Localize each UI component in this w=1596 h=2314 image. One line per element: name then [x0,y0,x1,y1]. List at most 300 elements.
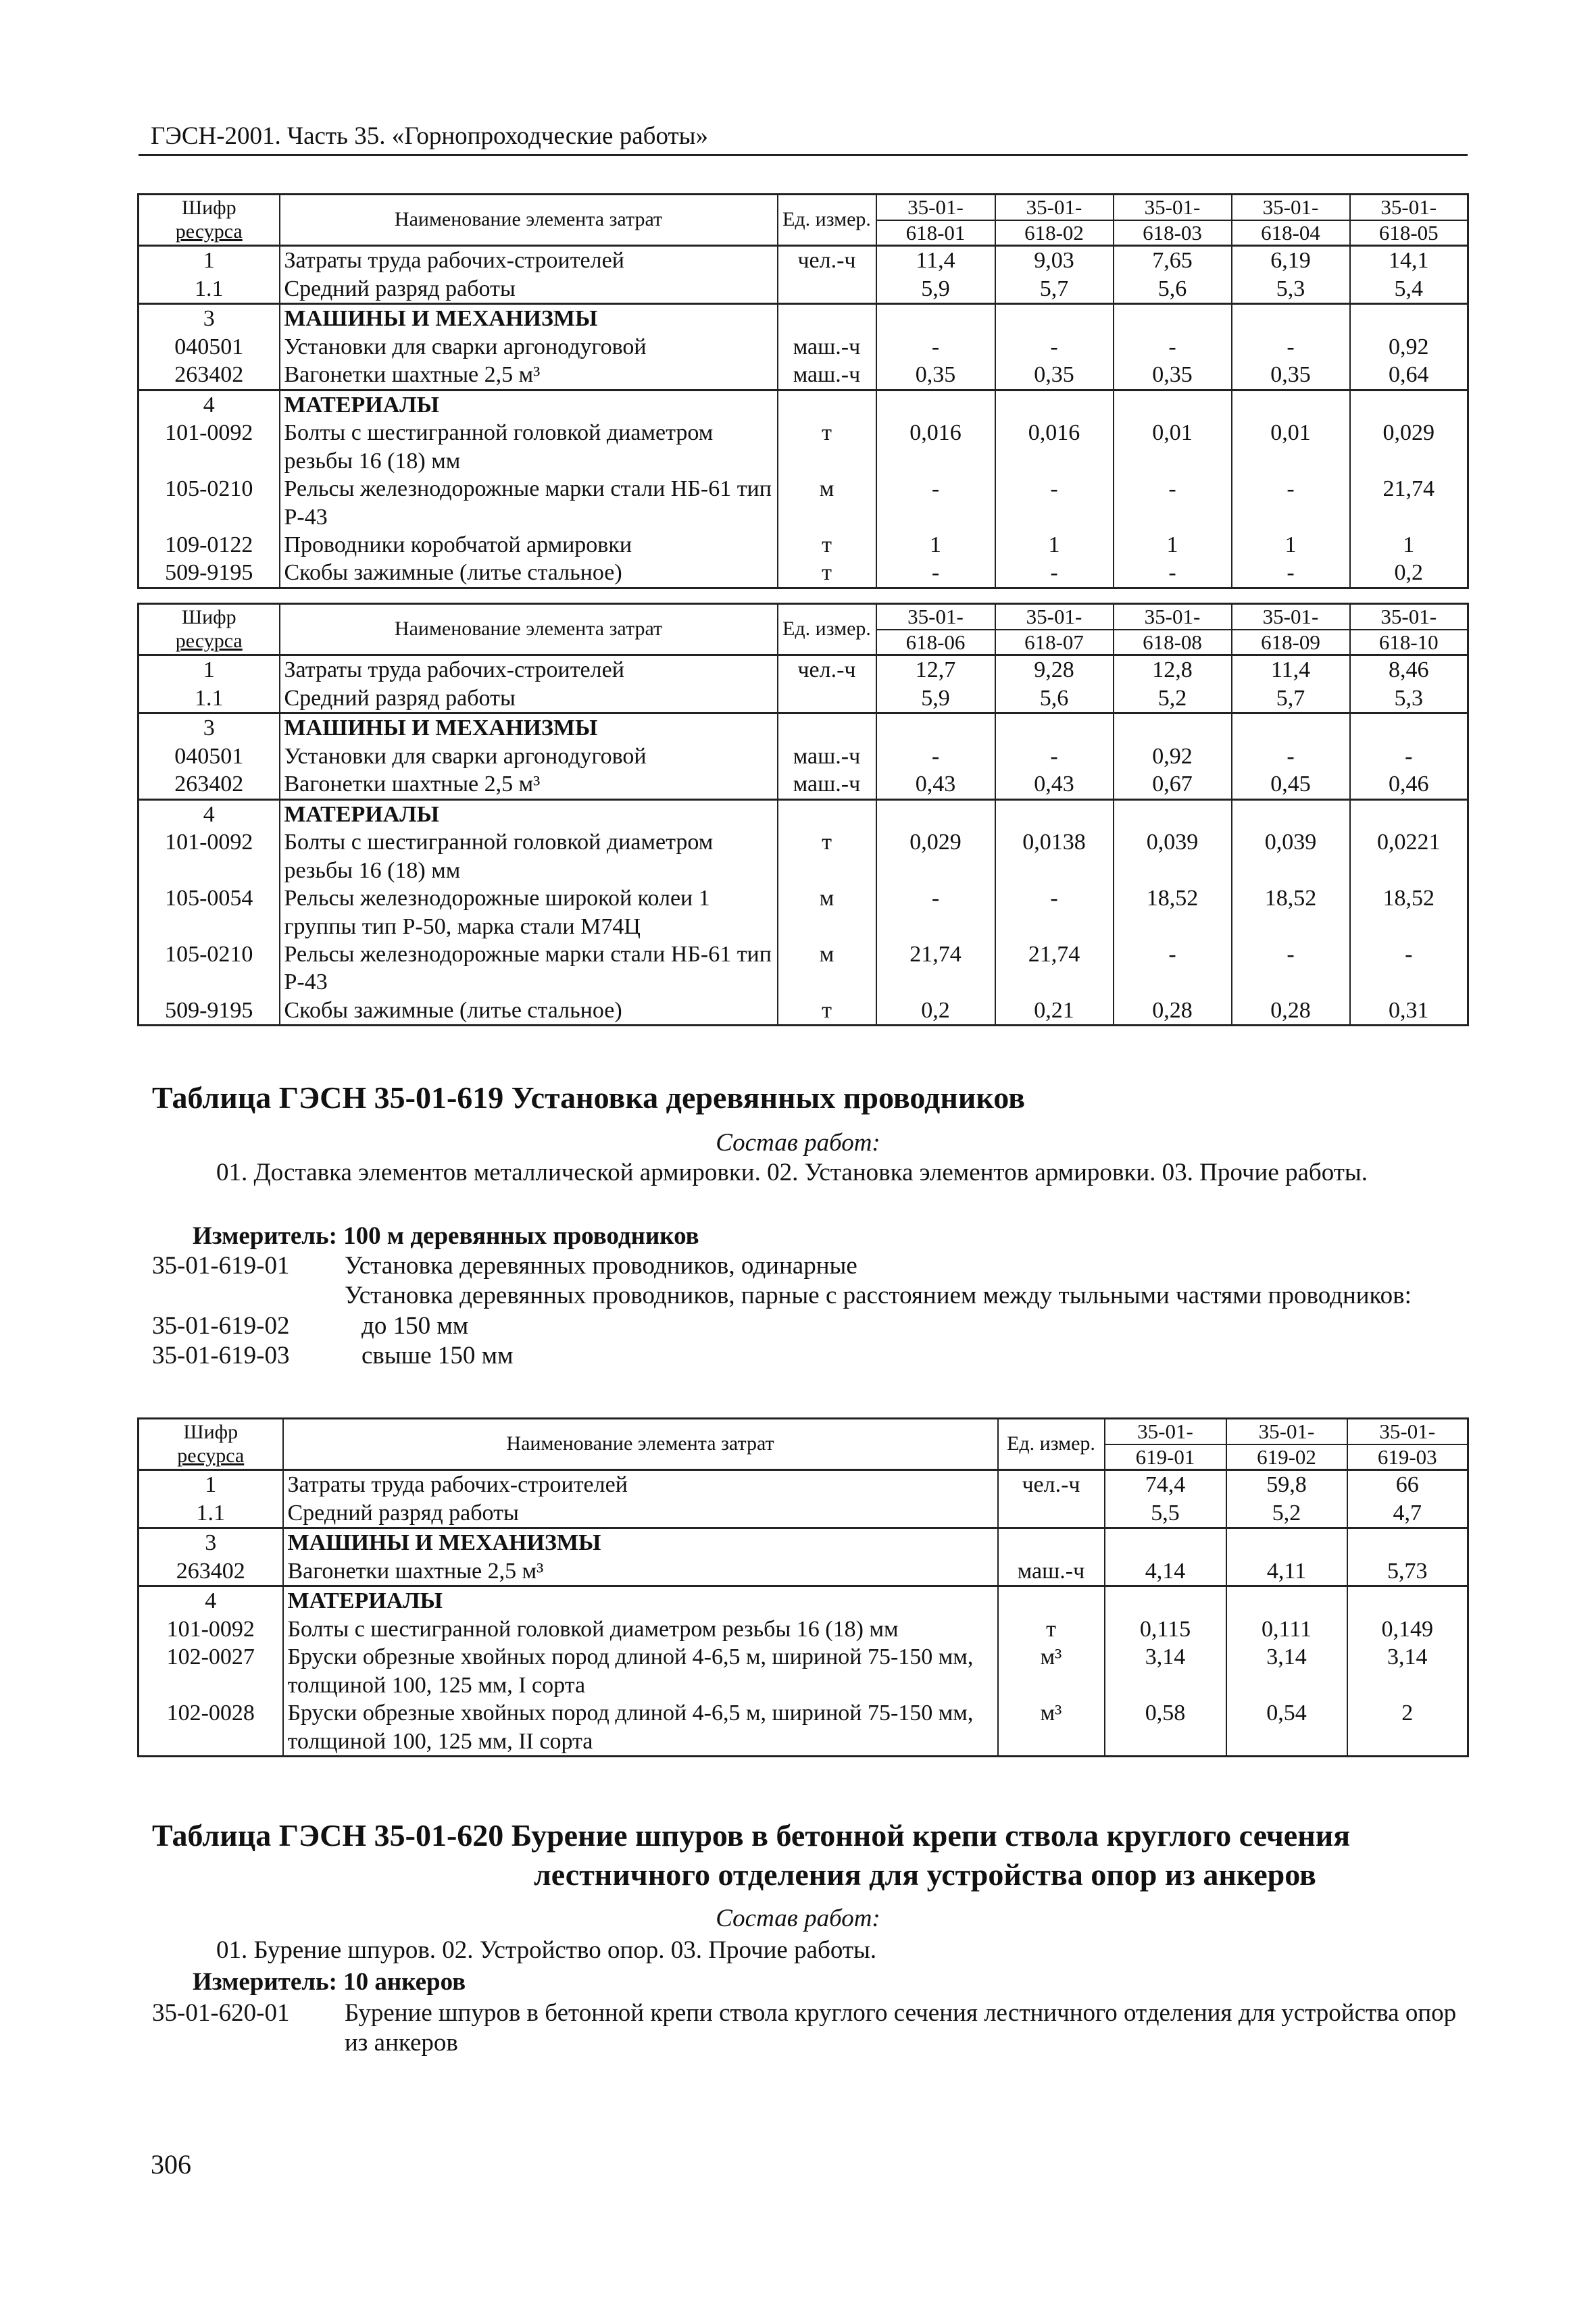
header-norm-code [1350,195,1468,246]
cell-name: Бруски обрезные хвойных пород длиной 4-6,5 м, шириной 75-150 мм, толщиной 100, 125 мм, II сорта [283,1699,998,1756]
cell-value: 0,039 [1232,828,1350,884]
header-norm-code-line2: 618-02 [1024,220,1084,245]
section-title: МАШИНЫ И МЕХАНИЗМЫ [283,1528,998,1557]
cell-value: - [995,559,1114,588]
header-norm-code-line2: 618-03 [1143,220,1202,245]
cell-value: 3,14 [1105,1643,1226,1699]
header-norm-code [1347,1419,1468,1470]
cell-name: Скобы зажимные (литье стальное) [280,997,778,1026]
section-row [139,1586,1468,1615]
section-row [139,1528,1468,1557]
cell-value: 0,149 [1347,1615,1468,1643]
cell-code: 1 [139,1470,283,1499]
cell-empty [876,713,995,743]
cell-value: 1 [876,531,995,559]
cell-unit: м³ [998,1699,1105,1756]
cell-empty [1350,713,1468,743]
cell-value: 5,6 [995,684,1114,713]
cell-empty [995,799,1114,828]
header-code-line2: ресурса [175,220,243,243]
table-row [139,559,1468,588]
cell-empty [1114,713,1232,743]
cell-value: 0,016 [876,419,995,475]
header-norm-code-line2: 618-04 [1261,220,1320,245]
norm-item-code: 35-01-619-02 [152,1311,290,1340]
cell-code: 101-0092 [139,1615,283,1643]
cell-code: 1.1 [139,275,280,304]
cell-unit: т [778,419,876,475]
table-row [139,275,1468,304]
section-619-composition-text: 01. Доставка элементов металлической армировки. 02. Установка элементов армировки. 03. Прочие работы. [216,1159,1368,1186]
header-norm-code-line2: 619-03 [1377,1444,1437,1469]
cell-value: 5,3 [1232,275,1350,304]
norm-item-code: 35-01-620-01 [152,1999,290,2027]
cell-value: 0,92 [1114,743,1232,770]
cell-value: 0,58 [1105,1699,1226,1756]
cell-value: 5,9 [876,684,995,713]
cell-value: 3,14 [1347,1643,1468,1699]
cell-empty [778,799,876,828]
section-row [139,390,1468,419]
running-head: ГЭСН-2001. Часть 35. «Горнопроходческие работы» [151,122,709,150]
cell-unit: маш.-ч [778,770,876,799]
section-619-title: Таблица ГЭСН 35-01-619 Установка деревянных проводников [152,1080,1025,1115]
header-norm-code-line1: 35-01- [1232,605,1349,630]
cell-unit [778,684,876,713]
cell-unit [998,1499,1105,1528]
section-620-meter: Измеритель: 10 анкеров [193,1968,466,1996]
cell-value: - [876,884,995,940]
cell-empty [998,1528,1105,1557]
table-row [139,1699,1468,1756]
header-code [139,604,280,655]
cell-code: 102-0028 [139,1699,283,1756]
cell-unit: маш.-ч [998,1557,1105,1586]
cell-empty [1347,1528,1468,1557]
table-row [139,940,1468,997]
header-unit: Ед. измер. [778,195,876,246]
cell-code: 3 [139,713,280,743]
table-row [139,770,1468,799]
page-number: 306 [151,2149,191,2180]
section-619-meter: Измеритель: 100 м деревянных проводников [193,1222,699,1250]
table-row [139,333,1468,361]
table-row [139,884,1468,940]
cell-empty [995,304,1114,333]
cell-name: Затраты труда рабочих-строителей [283,1470,998,1499]
cell-value: 0,43 [995,770,1114,799]
table-row [139,475,1468,531]
cell-value: 4,14 [1105,1557,1226,1586]
cell-value: 5,9 [876,275,995,304]
cell-empty [1232,799,1350,828]
cell-value: 5,5 [1105,1499,1226,1528]
section-title: МАШИНЫ И МЕХАНИЗМЫ [280,713,778,743]
section-title: МАТЕРИАЛЫ [280,390,778,419]
cell-value: - [1232,333,1350,361]
cell-unit: маш.-ч [778,361,876,390]
cell-value: 0,28 [1232,997,1350,1026]
table-row [139,997,1468,1026]
cell-unit: т [778,559,876,588]
header-name: Наименование элемента затрат [283,1419,998,1470]
cell-code: 105-0054 [139,884,280,940]
cell-code: 101-0092 [139,828,280,884]
cell-empty [876,390,995,419]
header-code-line2: ресурса [177,1444,245,1467]
header-rule [139,154,1468,156]
cell-empty [876,799,995,828]
section-row [139,713,1468,743]
cell-value: - [1114,333,1232,361]
cell-value: 21,74 [995,940,1114,997]
cell-value: 59,8 [1226,1470,1347,1499]
table-header-row [139,604,1468,655]
section-619-composition-label: Состав работ: [716,1129,880,1157]
cell-code: 101-0092 [139,419,280,475]
cell-code: 109-0122 [139,531,280,559]
header-norm-code-line1: 35-01- [877,195,995,221]
norm-item-code: 35-01-619-01 [152,1252,290,1280]
cell-code: 3 [139,1528,283,1557]
cell-unit: м [778,940,876,997]
table-row [139,361,1468,390]
norm-item-text: свыше 150 мм [361,1342,514,1370]
norm-item-text: Бурение шпуров в бетонной крепи ствола круглого сечения лестничного отделения для устройства опор из анкеров [345,1999,1457,2057]
cell-value: 7,65 [1114,246,1232,275]
cell-code: 1.1 [139,684,280,713]
cell-empty [778,390,876,419]
norm-item [152,1251,1466,1281]
cell-name: Рельсы железнодорожные марки стали НБ-61 тип Р-43 [280,475,778,531]
cell-empty [1232,390,1350,419]
cell-value: - [876,475,995,531]
cell-value: 1 [995,531,1114,559]
resource-table-618-b [137,603,1469,1026]
cell-unit: т [778,997,876,1026]
cell-unit [778,275,876,304]
table-row [139,684,1468,713]
section-620-title-line2: лестничного отделения для устройства опор из анкеров [534,1857,1316,1892]
header-norm-code-line1: 35-01- [1232,195,1349,221]
cell-value: 18,52 [1114,884,1232,940]
cell-value: 9,28 [995,655,1114,684]
cell-value: 21,74 [876,940,995,997]
section-619-items [152,1251,1466,1372]
cell-unit: м³ [998,1643,1105,1699]
header-norm-code [995,195,1114,246]
cell-code: 4 [139,799,280,828]
cell-value: 0,111 [1226,1615,1347,1643]
cell-value: 2 [1347,1699,1468,1756]
cell-name: Затраты труда рабочих-строителей [280,655,778,684]
cell-code: 263402 [139,770,280,799]
resource-table-619 [137,1417,1469,1757]
norm-item-code [152,1281,345,1311]
header-norm-code-line2: 618-09 [1261,630,1320,654]
norm-item [152,1341,1466,1371]
cell-value: 0,31 [1350,997,1468,1026]
header-norm-code-line1: 35-01- [1351,605,1468,630]
norm-item-text: Установка деревянных проводников, парные с расстоянием между тыльными частями проводников: [345,1282,1412,1310]
cell-code: 4 [139,1586,283,1615]
cell-empty [1105,1528,1226,1557]
cell-value: 5,7 [995,275,1114,304]
header-code-line1: Шифр [181,606,236,629]
cell-empty [1114,390,1232,419]
cell-value: 8,46 [1350,655,1468,684]
cell-empty [778,713,876,743]
cell-name: Установки для сварки аргонодуговой [280,333,778,361]
cell-value: 21,74 [1350,475,1468,531]
cell-value: - [995,743,1114,770]
header-norm-code-line2: 618-07 [1024,630,1084,654]
header-norm-code-line1: 35-01- [996,605,1113,630]
cell-code: 105-0210 [139,475,280,531]
cell-value: 11,4 [876,246,995,275]
cell-code: 1 [139,655,280,684]
table-row [139,1557,1468,1586]
header-norm-code [1114,604,1232,655]
cell-name: Средний разряд работы [280,275,778,304]
norm-item [152,1311,1466,1341]
header-name: Наименование элемента затрат [280,604,778,655]
cell-name: Вагонетки шахтные 2,5 м³ [280,770,778,799]
section-title: МАТЕРИАЛЫ [283,1586,998,1615]
cell-value: 0,92 [1350,333,1468,361]
cell-code: 040501 [139,743,280,770]
cell-value: 5,6 [1114,275,1232,304]
header-norm-code-line2: 618-01 [905,220,966,245]
cell-empty [1105,1586,1226,1615]
cell-value: 12,7 [876,655,995,684]
table-header-row [139,195,1468,246]
cell-value: 0,0138 [995,828,1114,884]
cell-value: 0,21 [995,997,1114,1026]
header-norm-code-line1: 35-01- [1351,195,1468,221]
cell-unit: чел.-ч [998,1470,1105,1499]
header-norm-code [1232,195,1350,246]
cell-value: 5,2 [1114,684,1232,713]
cell-value: - [1232,559,1350,588]
header-norm-code-line1: 35-01- [1348,1419,1468,1445]
table-header-row [139,1419,1468,1470]
cell-value: - [995,475,1114,531]
norm-item-code: 35-01-619-03 [152,1342,290,1370]
cell-value: - [1232,475,1350,531]
cell-code: 1 [139,246,280,275]
header-code-line1: Шифр [181,197,236,220]
cell-empty [876,304,995,333]
header-norm-code-line1: 35-01- [1227,1419,1347,1445]
cell-value: - [1350,743,1468,770]
cell-empty [778,304,876,333]
cell-value: 0,01 [1114,419,1232,475]
header-norm-code-line2: 619-01 [1135,1444,1195,1469]
section-title: МАШИНЫ И МЕХАНИЗМЫ [280,304,778,333]
cell-name: Болты с шестигранной головкой диаметром резьбы 16 (18) мм [280,828,778,884]
cell-value: 5,73 [1347,1557,1468,1586]
cell-value: - [1350,940,1468,997]
cell-value: 0,2 [876,997,995,1026]
cell-value: - [876,743,995,770]
table-row [139,531,1468,559]
header-norm-code-line1: 35-01- [996,195,1113,221]
cell-value: 0,43 [876,770,995,799]
cell-value: 6,19 [1232,246,1350,275]
cell-value: - [1114,475,1232,531]
section-row [139,799,1468,828]
cell-value: 12,8 [1114,655,1232,684]
header-norm-code [876,195,995,246]
section-620-items [152,1998,1466,2059]
header-code-line1: Шифр [183,1421,239,1444]
cell-empty [1347,1586,1468,1615]
header-norm-code-line1: 35-01- [1105,1419,1226,1445]
header-norm-code-line1: 35-01- [1114,605,1231,630]
cell-value: 1 [1232,531,1350,559]
cell-value: 0,029 [1350,419,1468,475]
cell-value: 0,01 [1232,419,1350,475]
cell-value: 0,039 [1114,828,1232,884]
header-norm-code-line2: 618-08 [1143,630,1202,654]
header-norm-code-line1: 35-01- [1114,195,1231,221]
cell-code: 263402 [139,361,280,390]
cell-name: Затраты труда рабочих-строителей [280,246,778,275]
cell-empty [995,713,1114,743]
cell-value: - [1232,940,1350,997]
section-title: МАТЕРИАЛЫ [280,799,778,828]
cell-empty [1114,799,1232,828]
cell-value: 0,28 [1114,997,1232,1026]
cell-unit: т [778,531,876,559]
section-620-title-line1: Таблица ГЭСН 35-01-620 Бурение шпуров в бетонной крепи ствола круглого сечения [152,1818,1351,1853]
norm-item-text: до 150 мм [361,1311,469,1340]
cell-value: 1 [1350,531,1468,559]
norm-item [152,1281,1466,1311]
header-norm-code-line2: 618-05 [1378,220,1439,245]
cell-value: 0,46 [1350,770,1468,799]
cell-value: 0,64 [1350,361,1468,390]
cell-unit: т [998,1615,1105,1643]
header-norm-code [995,604,1114,655]
cell-name: Проводники коробчатой армировки [280,531,778,559]
header-norm-code [1226,1419,1347,1470]
cell-value: 3,14 [1226,1643,1347,1699]
cell-unit: маш.-ч [778,743,876,770]
cell-value: 0,016 [995,419,1114,475]
cell-unit: т [778,828,876,884]
cell-code: 3 [139,304,280,333]
cell-value: 0,45 [1232,770,1350,799]
cell-value: 0,0221 [1350,828,1468,884]
cell-value: 0,115 [1105,1615,1226,1643]
cell-empty [1114,304,1232,333]
header-unit: Ед. измер. [778,604,876,655]
cell-empty [998,1586,1105,1615]
table-row [139,419,1468,475]
cell-empty [1350,799,1468,828]
cell-value: 18,52 [1350,884,1468,940]
cell-value: 0,67 [1114,770,1232,799]
cell-name: Скобы зажимные (литье стальное) [280,559,778,588]
cell-value: 0,54 [1226,1699,1347,1756]
cell-name: Рельсы железнодорожные марки стали НБ-61 тип Р-43 [280,940,778,997]
cell-value: - [1232,743,1350,770]
table-row [139,1643,1468,1699]
cell-value: - [995,884,1114,940]
cell-value: - [1114,559,1232,588]
cell-value: - [876,559,995,588]
cell-value: - [1114,940,1232,997]
cell-name: Болты с шестигранной головкой диаметром резьбы 16 (18) мм [280,419,778,475]
cell-empty [1232,713,1350,743]
resource-table-618-a [137,193,1469,589]
header-norm-code-line2: 618-10 [1378,630,1439,654]
table-row [139,828,1468,884]
cell-value: 14,1 [1350,246,1468,275]
cell-value: - [995,333,1114,361]
cell-code: 105-0210 [139,940,280,997]
section-620-composition-text: 01. Бурение шпуров. 02. Устройство опор. 03. Прочие работы. [216,1936,877,1964]
cell-empty [1226,1586,1347,1615]
header-norm-code-line2: 619-02 [1257,1444,1316,1469]
header-code [139,195,280,246]
header-unit: Ед. измер. [998,1419,1105,1470]
header-name: Наименование элемента затрат [280,195,778,246]
cell-value: 5,3 [1350,684,1468,713]
cell-name: Средний разряд работы [283,1499,998,1528]
cell-value: 11,4 [1232,655,1350,684]
cell-code: 509-9195 [139,559,280,588]
cell-value: 66 [1347,1470,1468,1499]
cell-code: 4 [139,390,280,419]
cell-unit: маш.-ч [778,333,876,361]
cell-value: 1 [1114,531,1232,559]
cell-value: 4,7 [1347,1499,1468,1528]
cell-empty [1350,304,1468,333]
section-620-composition-label: Состав работ: [716,1905,880,1932]
cell-code: 102-0027 [139,1643,283,1699]
cell-value: 0,2 [1350,559,1468,588]
cell-empty [1350,390,1468,419]
cell-unit: чел.-ч [778,246,876,275]
norm-item [152,1998,1466,2059]
cell-name: Вагонетки шахтные 2,5 м³ [280,361,778,390]
cell-name: Бруски обрезные хвойных пород длиной 4-6,5 м, шириной 75-150 мм, толщиной 100, 125 мм, I сорта [283,1643,998,1699]
header-norm-code-line1: 35-01- [877,605,995,630]
cell-value: 0,35 [876,361,995,390]
cell-empty [995,390,1114,419]
cell-value: - [876,333,995,361]
header-norm-code [1350,604,1468,655]
table-row [139,655,1468,684]
table-row [139,1615,1468,1643]
header-code [139,1419,283,1470]
header-code-line2: ресурса [175,629,243,652]
section-row [139,304,1468,333]
header-norm-code [1114,195,1232,246]
cell-value: 18,52 [1232,884,1350,940]
cell-code: 040501 [139,333,280,361]
header-norm-code [1232,604,1350,655]
cell-code: 509-9195 [139,997,280,1026]
table-row [139,246,1468,275]
header-norm-code [1105,1419,1226,1470]
cell-value: 5,7 [1232,684,1350,713]
cell-value: 74,4 [1105,1470,1226,1499]
cell-name: Болты с шестигранной головкой диаметром резьбы 16 (18) мм [283,1615,998,1643]
